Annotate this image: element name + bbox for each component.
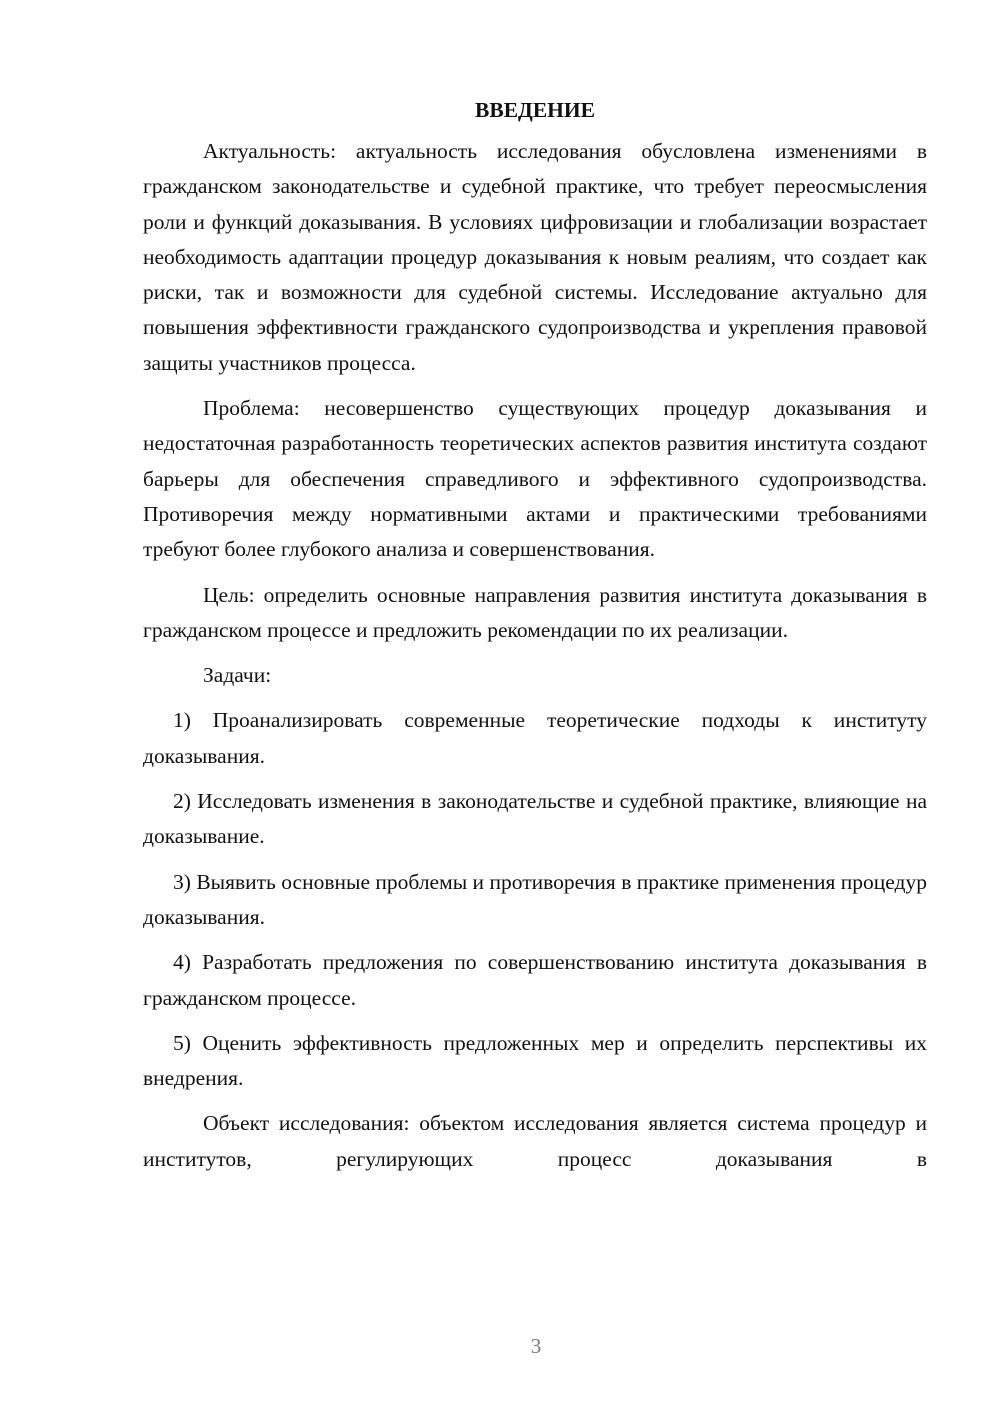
document-page (143, 96, 927, 1187)
tasks-heading: Задачи: (203, 663, 272, 688)
task-item-1: 1) Проанализировать современные теоретические подходы к институту доказывания. (143, 708, 927, 768)
paragraph-goal: Цель: определить основные направления развития института доказывания в гражданском процессе и предложить рекомендации по их реализации. (143, 582, 927, 642)
paragraph-object: Объект исследования: объектом исследования является система процедур и институтов, регулирующих процесс доказывания в (143, 1111, 927, 1171)
task-item-2: 2) Исследовать изменения в законодательстве и судебной практике, влияющие на доказывание. (143, 789, 927, 849)
paragraph-relevance: Актуальность: актуальность исследования обусловлена изменениями в гражданском законодательстве и судебной практике, что требует переосмысления роли и функций доказывания. В условиях цифровизации и глобализации возрастает необходимость адаптации процедур доказывания к новым реалиям, что создает как риски, так и возможности для судебной системы. Исследование актуально для повышения эффективности гражданского судопроизводства и укрепления правовой защиты участников процесса. (143, 139, 927, 375)
task-item-5: 5) Оценить эффективность предложенных мер и определить перспективы их внедрения. (143, 1030, 927, 1091)
paragraph-problem: Проблема: несовершенство существующих процедур доказывания и недостаточная разработанность теоретических аспектов развития института создают барьеры для обеспечения справедливого и эффективного судопроизводства. Противоречия между нормативными актами и практическими требованиями требуют более глубокого анализа и совершенствования. (143, 396, 927, 562)
page-number: 3 (530, 1334, 542, 1358)
page-title: ВВЕДЕНИЕ (475, 98, 595, 122)
task-item-4: 4) Разработать предложения по совершенствованию института доказывания в гражданском процессе. (143, 950, 927, 1010)
task-item-3: 3) Выявить основные проблемы и противоречия в практике применения процедур доказывания. (143, 869, 927, 929)
